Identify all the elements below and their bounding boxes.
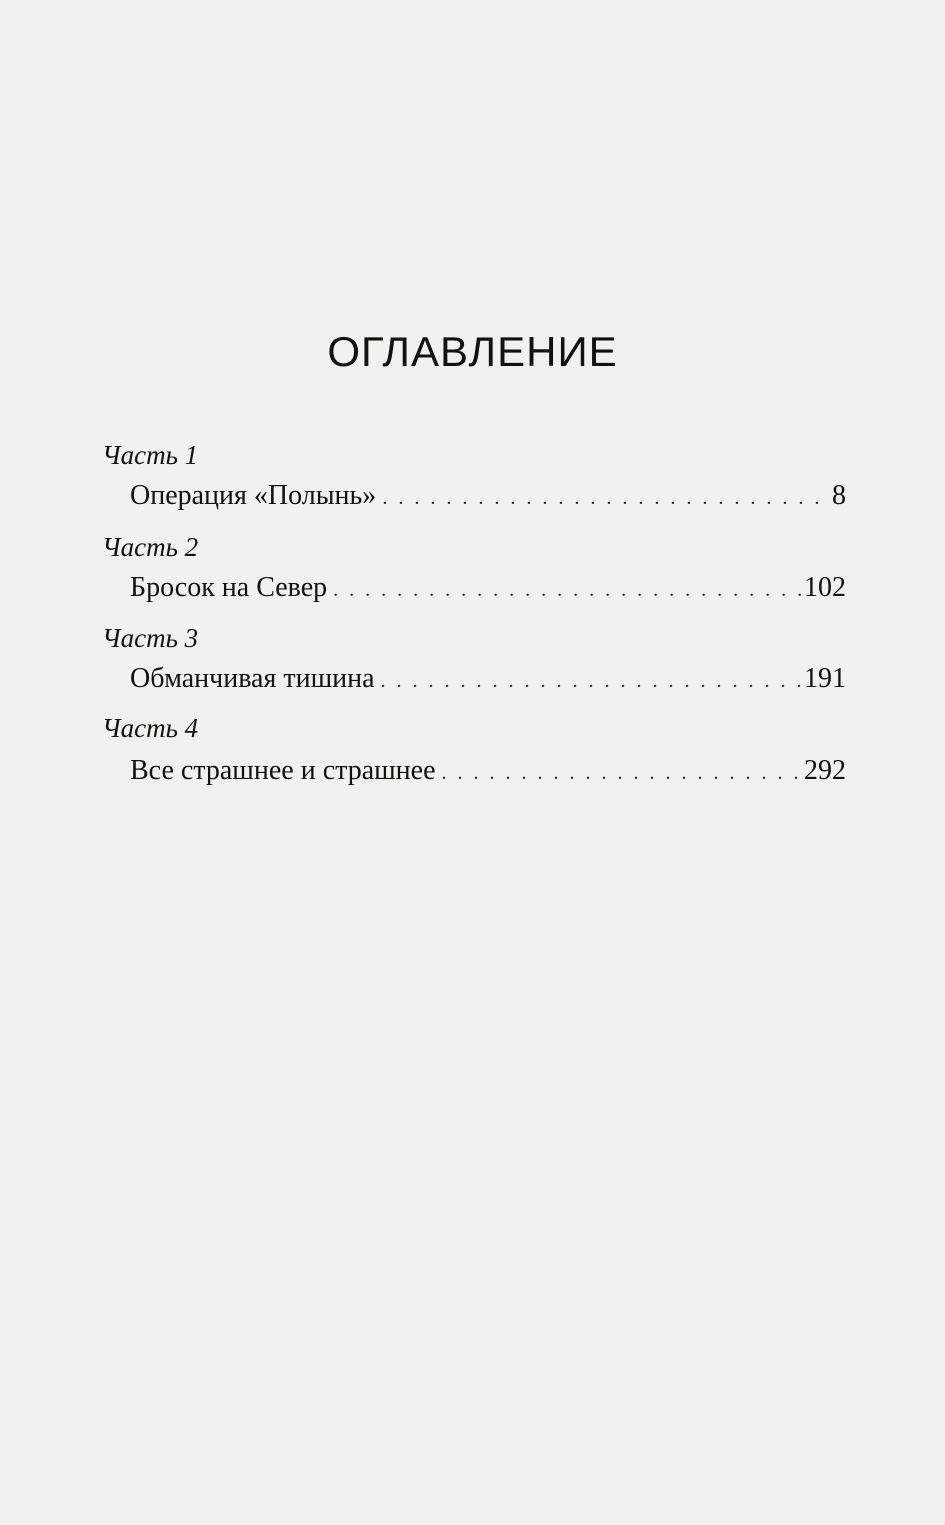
toc-entry-1 bbox=[130, 480, 846, 512]
part-label-3: Часть 3 bbox=[102, 623, 199, 653]
dot-leader bbox=[333, 579, 802, 602]
toc-entry-page-number: 191 bbox=[804, 663, 846, 694]
toc-entry-title: Операция «Полынь» bbox=[130, 480, 377, 511]
toc-entry-2 bbox=[130, 572, 846, 604]
dot-leader bbox=[381, 670, 802, 693]
toc-entry-title: Обманчивая тишина bbox=[130, 663, 375, 694]
page-title: ОГЛАВЛЕНИЕ bbox=[327, 328, 618, 375]
toc-entry-page-number: 102 bbox=[804, 572, 846, 603]
toc-entry-page-number: 8 bbox=[832, 480, 846, 511]
part-label-4: Часть 4 bbox=[102, 713, 199, 743]
part-label-2: Часть 2 bbox=[102, 532, 199, 562]
toc-entry-3 bbox=[130, 663, 846, 695]
toc-entry-page-number: 292 bbox=[804, 755, 846, 786]
part-label-1: Часть 1 bbox=[102, 440, 199, 470]
toc-entry-title: Все страшнее и страшнее bbox=[130, 755, 436, 786]
toc-entry-4 bbox=[130, 755, 846, 787]
dot-leader bbox=[382, 487, 830, 510]
toc-entry-title: Бросок на Север bbox=[130, 572, 328, 603]
dot-leader bbox=[442, 762, 802, 785]
